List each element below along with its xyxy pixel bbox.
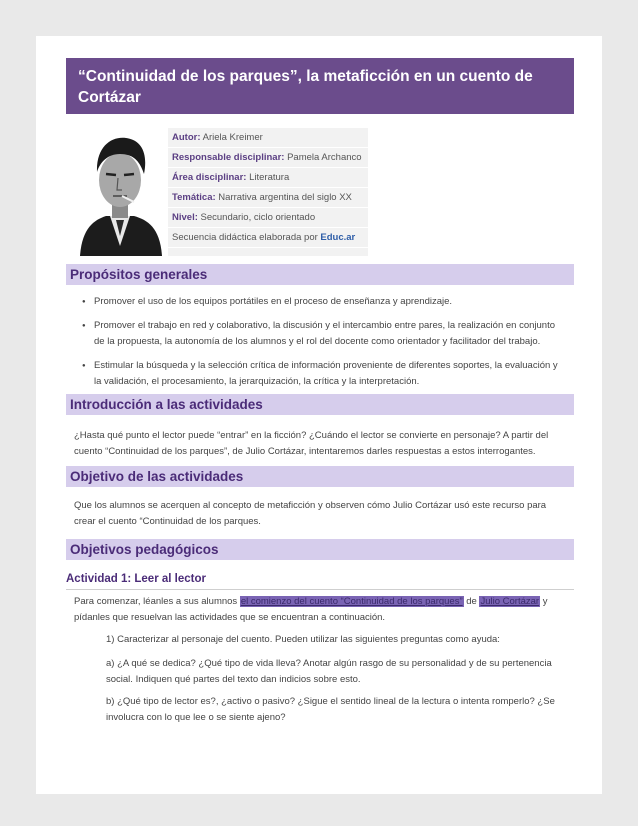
section-objetivo-heading: Objetivo de las actividades xyxy=(66,466,574,487)
info-box xyxy=(72,128,368,256)
objetivo-paragraph: Que los alumnos se acerquen al concepto de metaficción y observen cómo Julio Cortázar usó este recurso para crear el cuento “Continuidad de los parques. xyxy=(74,500,547,527)
intro-paragraph: ¿Hasta qué punto el lector puede “entrar” en la ficción? ¿Cuándo el lector se convierte en personaje? A partir del cuento “Continuidad de los parques”, de Julio Cortázar, intentaremos darles respuestas a estos interrogantes. xyxy=(74,430,549,457)
meta-nivel: Nivel: Secundario, ciclo orientado xyxy=(168,208,368,228)
section-introduccion-heading: Introducción a las actividades xyxy=(66,394,574,415)
cortazar-link[interactable]: Julio Cortázar xyxy=(480,596,540,607)
question-b: b) ¿Qué tipo de lector es?, ¿activo o pasivo? ¿Sigue el sentido lineal de la lectura o intenta romperlo? ¿Se involucra con lo que lee o se siente ajeno? xyxy=(106,696,555,723)
question-a: a) ¿A qué se dedica? ¿Qué tipo de vida lleva? Anotar algún rasgo de su personalidad y de su pertenencia social. Indiquen qué partes del texto dan indicios sobre esto. xyxy=(106,658,552,685)
question-1: 1) Caracterizar al personaje del cuento. Pueden utilizar las siguientes preguntas como ayuda: xyxy=(106,634,500,645)
document-title: “Continuidad de los parques”, la metaficción en un cuento de Cortázar xyxy=(66,58,574,114)
list-item: ● Estimular la búsqueda y la selección crítica de información proveniente de diferentes soportes, la evaluación y la validación, el procesamiento, la jerarquización, la crítica y la interpretación. xyxy=(80,358,560,390)
meta-responsable: Responsable disciplinar: Pamela Archanco xyxy=(168,148,368,168)
section-pedagogicos-heading: Objetivos pedagógicos xyxy=(66,539,574,560)
cuento-link[interactable]: el comienzo del cuento “Continuidad de los parques” xyxy=(240,596,463,607)
meta-area: Área disciplinar: Literatura xyxy=(168,168,368,188)
actividad-intro-paragraph: Para comenzar, léanles a sus alumnos el comienzo del cuento “Continuidad de los parques” de Julio Cortázar y pídanles que resuelvan las actividades que se encuentran a continuación. xyxy=(74,596,548,623)
metadata-list xyxy=(168,128,368,248)
meta-autor: Autor: Ariela Kreimer xyxy=(168,128,368,148)
meta-tematica: Temática: Narrativa argentina del siglo XX xyxy=(168,188,368,208)
actividad-title: Actividad 1: Leer al lector xyxy=(66,573,206,585)
author-photo xyxy=(72,128,168,256)
educar-link[interactable]: Educ.ar xyxy=(320,232,356,243)
author-portrait-image xyxy=(72,128,168,256)
propositos-list xyxy=(80,294,560,398)
document-page xyxy=(36,36,602,794)
list-item: ● Promover el uso de los equipos portátiles en el proceso de enseñanza y aprendizaje. xyxy=(80,294,560,310)
divider xyxy=(66,589,574,590)
list-item: ● Promover el trabajo en red y colaborativo, la discusión y el intercambio entre pares, la realización en conjunto de la propuesta, la autonomía de los alumnos y el rol del docente como orientador y facilitador del trabajo. xyxy=(80,318,560,350)
section-propositos-heading: Propósitos generales xyxy=(66,264,574,285)
meta-secuencia: Secuencia didáctica elaborada por Educ.ar xyxy=(168,228,368,248)
